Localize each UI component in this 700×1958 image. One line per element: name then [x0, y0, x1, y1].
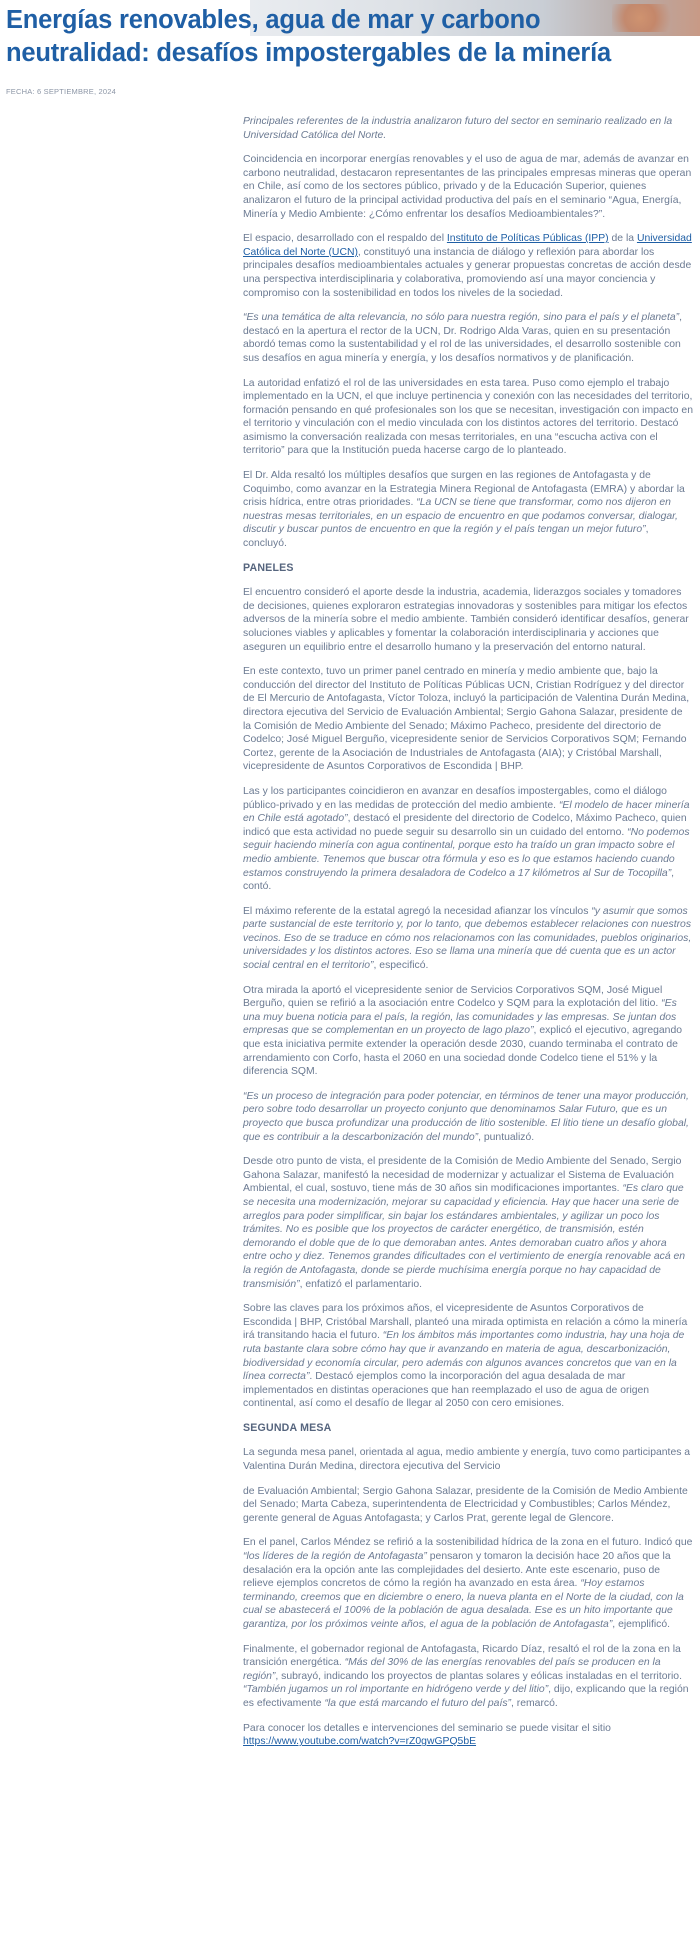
- paragraph-15: de Evaluación Ambiental; Sergio Gahona Salazar, presidente de la Comisión de Medio Ambiente del Senado; Marta Cabeza, superintendenta de Electricidad y Combustibles; Carlos Méndez, gerente general de Aguas Antofagasta; y Carlos Prat, gerente legal de Glencore.: [243, 1485, 688, 1524]
- paragraph-14: La segunda mesa panel, orientada al agua, medio ambiente y energía, tuvo como participantes a Valentina Durán Medina, directora ejecutiva del Servicio: [243, 1447, 691, 1473]
- paragraph-9: [243, 905, 693, 973]
- text: , ejemplificó.: [612, 1619, 671, 1630]
- text: . Destacó ejemplos como la incorporación del agua desalada de mar implementados en distintas operaciones que han reemplazado el uso de agua de origen continental, así como el desafío de llegar al 2050 con cero emisiones.: [243, 1371, 650, 1410]
- paragraph-17: [243, 1643, 693, 1711]
- quote: “Hoy estamos terminando, creemos que en diciembre o enero, la nueva planta en el Norte de la ciudad, con la cual se abastecerá el 100% de la población de agua desalada. Ese es un hito importante que garantiza, por los próximos veinte años, el agua de la población de Antofagasta”: [243, 1578, 684, 1630]
- paragraph-18: [243, 1722, 693, 1749]
- paragraph-13: [243, 1302, 693, 1411]
- article-date: FECHA: 6 SEPTIEMBRE, 2024: [6, 87, 117, 96]
- quote: “El modelo de hacer minería en Chile está agotado”: [243, 799, 690, 825]
- paragraph-8: [243, 785, 693, 894]
- text: de la: [608, 233, 637, 245]
- text: , destacó el presidente del directorio de Codelco, Máximo Pacheco, quien indicó que esta actividad no puede seguir su desarrollo sin un cuidado del entorno.: [243, 813, 687, 838]
- text: , contó.: [243, 867, 675, 893]
- quote: “Es un proceso de integración para poder potenciar, en términos de tener una mayor producción, pero sobre todo desarrollar un proyecto conjunto que denominamos Salar Futuro, que es un proyecto que busca profundizar una producción de litio sostenible. El litio tiene un desafío global, que es contribuir a la descarbonización del mundo”: [243, 1090, 689, 1143]
- text: Finalmente, el gobernador regional de Antofagasta, Ricardo Díaz, resaltó el rol de la zona en la transición energética.: [243, 1643, 681, 1669]
- paragraph-6: El encuentro consideró el aporte desde la industria, academia, liderazgos sociales y tomadores de decisiones, quienes exploraron estrategias innovadoras y sostenibles para mitigar los efectos adversos de la minería sobre el medio ambiente. También consideró identificar desafíos, generar soluciones viables y aplicables y fomentar la colaboración interdisciplinaria y acciones que aseguren un equilibrio entre el desarrollo humano y la preservación del entorno natural.: [243, 587, 689, 653]
- ucn-link[interactable]: Universidad Católica del Norte (UCN): [243, 233, 692, 258]
- paragraph-5: [243, 469, 693, 551]
- text: Para conocer los detalles e intervenciones del seminario se puede visitar el sitio: [243, 1722, 611, 1734]
- quote: “No podemos seguir haciendo minería con agua continental, porque esto ha traído un gran impacto sobre el medio ambiente. Tenemos que buscar otra fórmula y eso es lo que estamos haciendo cuando estamos construyendo la primera desaladora de Codelco a 17 kilómetros al Sur de Tocopilla”: [243, 826, 690, 879]
- text: , dijo, explicando que la región es efectivamente: [243, 1684, 689, 1709]
- article-lead: Principales referentes de la industria analizaron futuro del sector en seminario realizado en la Universidad Católica del Norte.: [243, 116, 673, 141]
- text: , puntualizó.: [478, 1131, 535, 1143]
- quote: “Más del 30% de las energías renovables del país se producen en la región”: [243, 1657, 661, 1682]
- paragraph-12: [243, 1155, 693, 1291]
- text: , concluyó.: [243, 524, 649, 550]
- quote: “Es una temática de alta relevancia, no sólo para nuestra región, sino para el país y el planeta”: [243, 312, 680, 324]
- quote: “y asumir que somos parte sustancial de este territorio y, por lo tanto, que debemos establecer relaciones con nuestros vecinos. Eso de se traduce en cómo nos relacionamos con las comunidades, pueblos originarios, universidades y los distintos actores. Eso se llama una minería que dé cuenta que es un actor social central en el territorio”: [243, 905, 692, 972]
- paragraph-7: En este contexto, tuvo un primer panel centrado en minería y medio ambiente que, bajo la conducción del director del Instituto de Políticas Públicas UCN, Cristian Rodríguez y del director de El Mercurio de Antofagasta, Víctor Toloza, incluyó la participación de Valentina Durán Medina, directora ejecutiva del Servicio de Evaluación Ambiental; Sergio Gahona Salazar, presidente de la Comisión de Medio Ambiente del Senado; Máximo Pacheco, presidente del directorio de Codelco; José Miguel Berguño, vicepresidente senior de Servicios Corporativos SQM; Fernando Cortez, gerente de la Asociación de Industriales de Antofagasta (AIA); y Cristóbal Marshall, vicepresidente de Asuntos Corporativos de Escondida | BHP.: [243, 666, 690, 773]
- text: , subrayó, indicando los proyectos de plantas solares y eólicas instaladas en el territorio.: [275, 1670, 682, 1682]
- text: , remarcó.: [511, 1697, 558, 1709]
- heading-paneles: PANELES: [243, 561, 294, 574]
- text: El espacio, desarrollado con el respaldo del: [243, 233, 447, 245]
- text: Las y los participantes coincidieron en avanzar en desafíos impostergables, como el diálogo público-privado y en las medidas de protección del medio ambiente.: [243, 785, 667, 811]
- youtube-link[interactable]: https://www.youtube.com/watch?v=rZ0gwGPQ5bE: [243, 1736, 477, 1748]
- text: Sobre las claves para los próximos años, el vicepresidente de Asuntos Corporativos de Escondida | BHP, Cristóbal Marshall, planteó una mirada optimista en relación a cómo la minería irá transitando hacia el futuro.: [243, 1303, 688, 1342]
- quote: “Es claro que se necesita una modernización, mejorar su capacidad y eficiencia. Hay que hacer una serie de arreglos para poder simplificar, sin bajar los estándares ambientales, y agilizar un poco los trámites. No es posible que los proyectos de carácter energético, de transmisión, estén demorando el doble que de lo que demoraban antes. Antes demoraban cuatro años y ahora entre ocho y diez. Tenemos grandes dificultades con el vertimiento de energía renovable acá en la región de Antofagasta, donde se pierde muchísima energía porque no hay capacidad de transmisión”: [243, 1183, 686, 1290]
- text: , especificó.: [373, 960, 429, 972]
- article-title: Energías renovables, agua de mar y carbono neutralidad: desafíos impostergables de la minería: [6, 6, 612, 67]
- text: El Dr. Alda resaltó los múltiples desafíos que surgen en las regiones de Antofagasta y de Coquimbo, como avanzar en la Estrategia Minera Regional de Antofagasta (EMRA) y abordar la crisis hídrica, entre otras prioridades.: [243, 470, 685, 509]
- quote: “los líderes de la región de Antofagasta”: [243, 1551, 427, 1563]
- quote: “En los ámbitos más importantes como industria, hay una hoja de ruta bastante clara sobre cómo hay que ir avanzando en materia de agua, descarbonización, biodiversidad y economía circular, pero además con algunos avances concretos que van en la línea correcta”: [243, 1330, 685, 1383]
- text: El máximo referente de la estatal agregó la necesidad afianzar los vínculos: [243, 905, 592, 917]
- quote: “la que está marcando el futuro del país”: [324, 1697, 511, 1709]
- paragraph-2: [243, 232, 693, 300]
- quote: “También jugamos un rol importante en hidrógeno verde y del litio”: [243, 1684, 549, 1696]
- paragraph-11: [243, 1090, 693, 1144]
- text: , explicó el ejecutivo, agregando que esta iniciativa permite extender la operación desde 2030, cuando terminaba el contrato de arrendamiento con Corfo, hasta el 2060 en una sociedad donde Codelco tiene el 51% y la diferencia SQM.: [243, 1025, 682, 1078]
- text: , enfatizó el parlamentario.: [299, 1278, 423, 1290]
- paragraph-4: La autoridad enfatizó el rol de las universidades en esta tarea. Puso como ejemplo el trabajo implementado en la UCN, el que incluye pertinencia y conexión con las necesidades del territorio, formación pensando en qué profesionales son los que se necesitan, investigación con impacto en el territorio y vinculación con el medio vinculada con los distintos actores del territorio. Destacó asimismo la conversación realizada con mesas territoriales, en una “escucha activa con el territorio” para que la Institución pueda hacerse cargo de lo planteado.: [243, 377, 693, 457]
- ipp-link[interactable]: Instituto de Políticas Públicas (IPP): [446, 233, 609, 245]
- heading-segunda-mesa: SEGUNDA MESA: [243, 1421, 332, 1434]
- text: pensaron y tomaron la decisión hace 20 años que la desalación era la opción ante las complejidades del desierto. Ante este escenario, puso de relieve ejemplos concretos de cómo la región ha avanzado en esta área.: [243, 1551, 671, 1590]
- article-body: [243, 115, 693, 1760]
- text: , destacó en la apertura el rector de la UCN, Dr. Rodrigo Alda Varas, quien en su presentación abordó temas como la sustentabilidad y el rol de las universidades, el desarrollo sostenible con sus desafíos en agua minería y energía, y los desafíos normativos y de planificación.: [243, 312, 682, 364]
- text: En el panel, Carlos Méndez se refirió a la sostenibilidad hídrica de la zona en el futuro. Indicó que: [243, 1537, 693, 1549]
- paragraph-10: [243, 984, 693, 1079]
- paragraph-16: [243, 1536, 693, 1631]
- text: Otra mirada la aportó el vicepresidente senior de Servicios Corporativos SQM, José Miguel Berguño, quien se refirió a la asociación entre Codelco y SQM para la explotación del litio.: [243, 984, 663, 1010]
- text: Desde otro punto de vista, el presidente de la Comisión de Medio Ambiente del Senado, Sergio Gahona Salazar, manifestó la necesidad de modernizar y actualizar el Sistema de Evaluación Ambiental, el cual, sostuvo, tiene más de 30 años sin modificaciones importantes.: [243, 1156, 682, 1195]
- quote: “La UCN se tiene que transformar, como nos dijeron en nuestras mesas territoriales, en un espacio de encuentro en que podamos conversar, dialogar, discutir y buscar puntos de encuentro en que la región y el país tengan un mejor futuro”: [243, 497, 678, 536]
- quote: “Es una muy buena noticia para el país, la región, las comunidades y las empresas. Se juntan dos empresas que se complementan en un proyecto de lago plazo”: [243, 998, 677, 1037]
- paragraph-1: Coincidencia en incorporar energías renovables y el uso de agua de mar, además de avanzar en carbono neutralidad, destacaron representantes de las principales empresas mineras que operan en Chile, así como de los sectores público, privado y de la Educación Superior, quienes analizaron el futuro de la principal actividad productiva del país en el seminario “Agua, Energía, Minería y Medio Ambiente: ¿Cómo enfrentar los desafíos Medioambientales?”.: [243, 154, 692, 220]
- paragraph-3: [243, 311, 693, 365]
- text: , constituyó una instancia de diálogo y reflexión para abordar los principales desafíos medioambientales actuales y generar propuestas concretas de acción desde una perspectiva interdisciplinaria y colaborativa, promoviendo así una mayor conciencia y compromiso con la sostenibilidad en todos los niveles de la sociedad.: [243, 246, 692, 299]
